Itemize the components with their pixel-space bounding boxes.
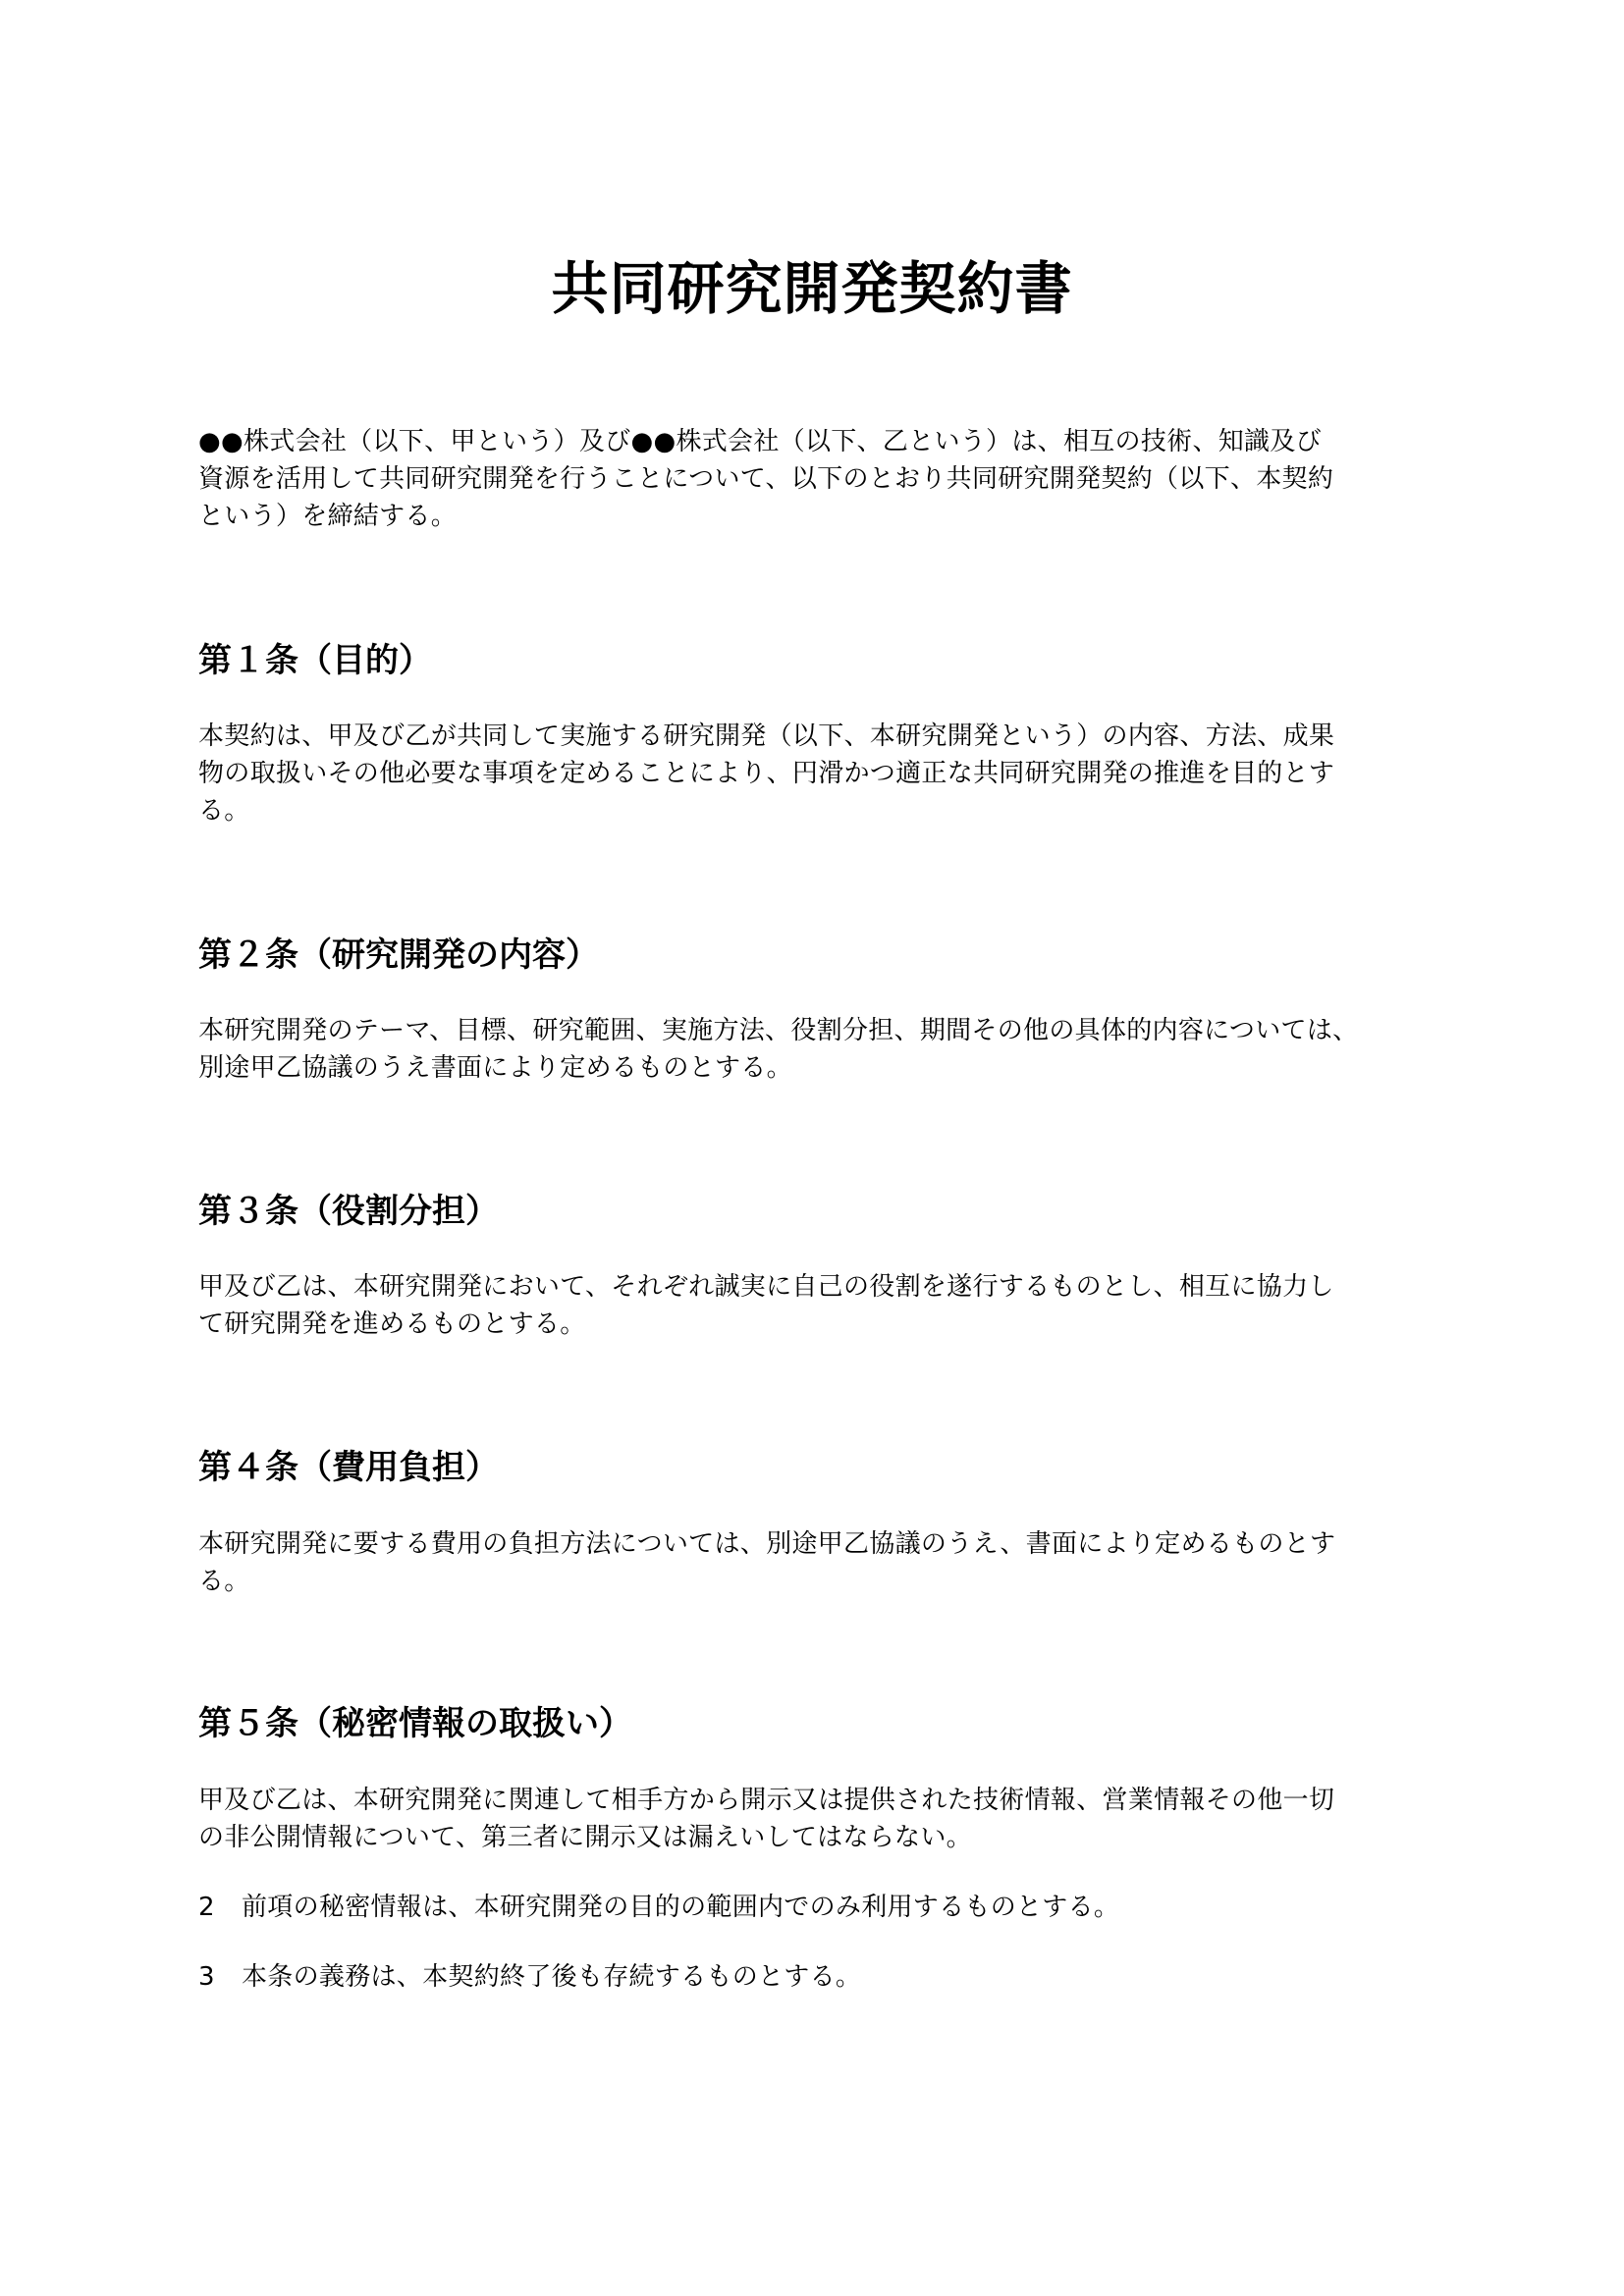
article-text-line: の非公開情報について、第三者に開示又は漏えいしてはならない。	[198, 1823, 972, 1852]
numbered-item	[198, 1890, 1119, 1925]
item-number: 2	[198, 1893, 215, 1922]
item-number: 3	[198, 1962, 215, 1992]
preamble-line: 資源を活用して共同研究開発を行うことについて、以下のとおり共同研究開発契約（以下、本契約	[198, 464, 1334, 494]
article-heading: 第３条（役割分担）	[198, 1192, 499, 1231]
preamble-line: という）を締結する。	[198, 502, 458, 531]
article-text-line: る。	[198, 796, 250, 826]
article-heading: 第４条（費用負担）	[198, 1448, 499, 1487]
article-text-line: 物の取扱いその他必要な事項を定めることにより、円滑かつ適正な共同研究開発の推進を目的とす	[198, 759, 1335, 788]
article-text-line: 別途甲乙協議のうえ書面により定めるものとする。	[198, 1053, 792, 1083]
article-text-line: 本契約は、甲及び乙が共同して実施する研究開発（以下、本研究開発という）の内容、方法、成果	[198, 721, 1335, 751]
numbered-item	[198, 1959, 861, 1995]
article-text-line: 本研究開発のテーマ、目標、研究範囲、実施方法、役割分担、期間その他の具体的内容については、	[198, 1016, 1359, 1045]
article-text-line: る。	[198, 1567, 250, 1596]
article-text-line: 甲及び乙は、本研究開発に関連して相手方から開示又は提供された技術情報、営業情報その他一切	[198, 1786, 1335, 1815]
article-text-line: 甲及び乙は、本研究開発において、それぞれ誠実に自己の役割を遂行するものとし、相互に協力し	[198, 1272, 1334, 1302]
article-heading: 第１条（目的）	[198, 641, 432, 680]
item-text: 前項の秘密情報は、本研究開発の目的の範囲内でのみ利用するものとする。	[242, 1893, 1120, 1922]
article-text-line: て研究開発を進めるものとする。	[198, 1309, 586, 1339]
article-heading: 第５条（秘密情報の取扱い）	[198, 1704, 632, 1743]
item-text: 本条の義務は、本契約終了後も存続するものとする。	[242, 1962, 862, 1992]
document-title: 共同研究開発契約書	[551, 255, 1073, 322]
preamble-line: ●●株式会社（以下、甲という）及び●●株式会社（以下、乙という）は、相互の技術、知識及び	[198, 427, 1322, 456]
article-heading: 第２条（研究開発の内容）	[198, 935, 599, 975]
article-text-line: 本研究開発に要する費用の負担方法については、別途甲乙協議のうえ、書面により定めるものとす	[198, 1529, 1336, 1559]
